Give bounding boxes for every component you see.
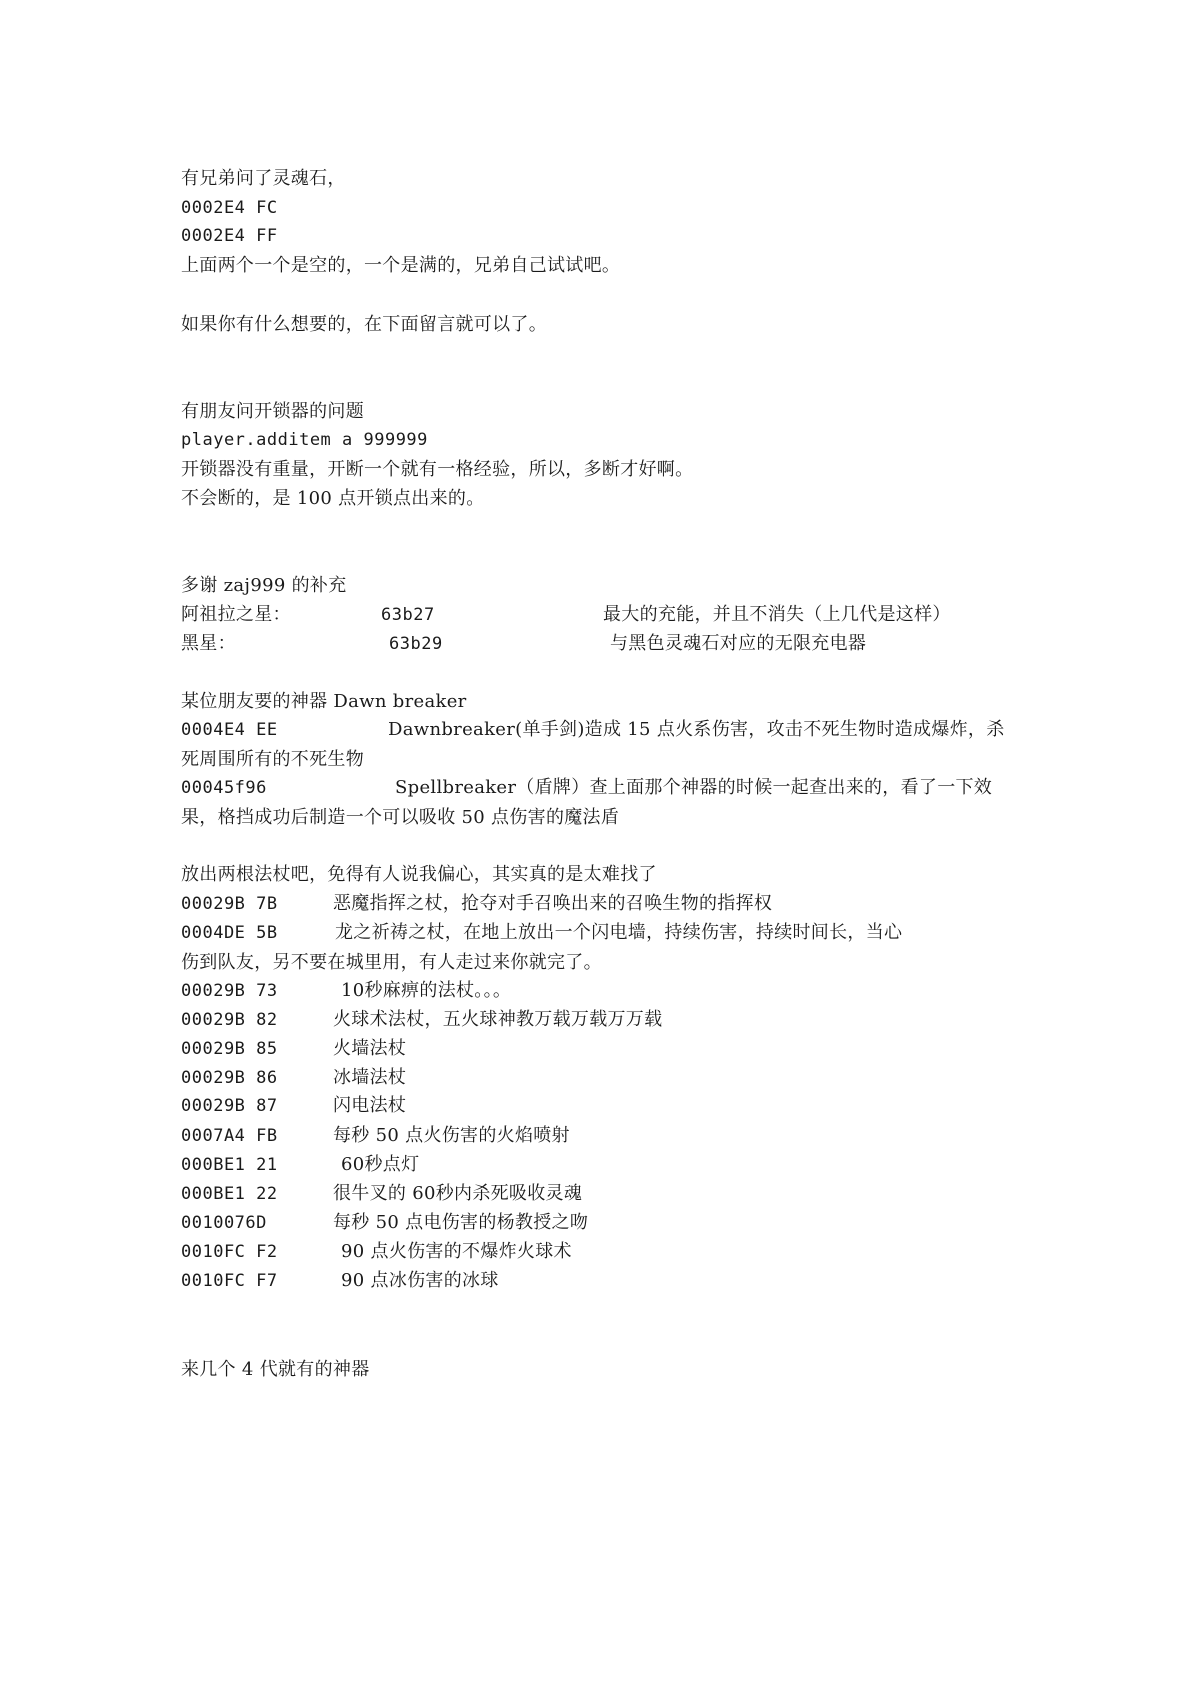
item-code: 000BE1 21	[181, 1155, 278, 1175]
item-desc: Dawnbreaker(单手剑)造成 15 点火系伤害，攻击不死生物时造成爆炸，杀	[388, 719, 1005, 740]
text-line: 死周围所有的不死生物	[181, 749, 364, 770]
text-line: 开锁器没有重量，开断一个就有一格经验，所以，多断才好啊。	[181, 459, 694, 480]
code-line: 0002E4 FC	[181, 198, 278, 218]
item-desc: 冰墙法杖	[333, 1067, 407, 1088]
item-desc: 恶魔指挥之杖，抢夺对手召唤出来的召唤生物的指挥权	[333, 893, 773, 914]
item-code: 0010FC F2	[181, 1242, 278, 1262]
item-desc: 火球术法杖，五火球神教万载万载万万载	[333, 1009, 663, 1030]
code-line: 0002E4 FF	[181, 226, 278, 246]
item-code: 0004E4 EE	[181, 720, 278, 740]
item-desc: 每秒 50 点火伤害的火焰喷射	[333, 1125, 570, 1146]
text-line: 不会断的，是 100 点开锁点出来的。	[181, 488, 485, 509]
item-desc: 10秒麻痹的法杖。。。	[341, 980, 512, 1001]
text-line: 有兄弟问了灵魂石，	[181, 168, 346, 189]
text-line: 多谢 zaj999 的补充	[181, 575, 347, 596]
item-name: 黑星：	[181, 633, 236, 654]
item-desc: 每秒 50 点电伤害的杨教授之吻	[333, 1212, 589, 1233]
item-code: 0010FC F7	[181, 1271, 278, 1291]
item-code: 0010076D	[181, 1213, 267, 1233]
item-code: 00029B 85	[181, 1039, 278, 1059]
item-desc: 90 点冰伤害的冰球	[341, 1270, 499, 1291]
item-code: 0007A4 FB	[181, 1126, 278, 1146]
item-desc: 60秒点灯	[341, 1154, 420, 1175]
item-code: 63b29	[389, 634, 443, 654]
item-desc: 火墙法杖	[333, 1038, 407, 1059]
item-desc: 90 点火伤害的不爆炸火球术	[341, 1241, 572, 1262]
item-code: 000BE1 22	[181, 1184, 278, 1204]
item-code: 00029B 86	[181, 1068, 278, 1088]
item-code: 63b27	[381, 605, 435, 625]
item-code: 00029B 7B	[181, 894, 278, 914]
text-line: 放出两根法杖吧，免得有人说我偏心，其实真的是太难找了	[181, 864, 657, 885]
item-desc: 与黑色灵魂石对应的无限充电器	[610, 633, 867, 654]
item-desc: 伤到队友，另不要在城里用，有人走过来你就完了。	[181, 952, 602, 973]
text-line: 来几个 4 代就有的神器	[181, 1359, 370, 1380]
text-line: 如果你有什么想要的，在下面留言就可以了。	[181, 314, 547, 335]
item-desc: 闪电法杖	[333, 1095, 407, 1116]
item-desc: 龙之祈祷之杖，在地上放出一个闪电墙，持续伤害，持续时间长，当心	[335, 922, 903, 943]
item-desc: 最大的充能，并且不消失（上几代是这样）	[603, 604, 951, 625]
text-line: 有朋友问开锁器的问题	[181, 401, 364, 422]
item-code: 00029B 87	[181, 1096, 278, 1116]
item-desc: 很牛叉的 60秒内杀死吸收灵魂	[333, 1183, 583, 1204]
item-code: 00029B 73	[181, 981, 278, 1001]
console-command: player.additem a 999999	[181, 430, 428, 450]
item-name: 阿祖拉之星：	[181, 604, 291, 625]
item-code: 00029B 82	[181, 1010, 278, 1030]
text-line: 果，格挡成功后制造一个可以吸收 50 点伤害的魔法盾	[181, 807, 620, 828]
text-line: 上面两个一个是空的，一个是满的，兄弟自己试试吧。	[181, 255, 621, 276]
item-code: 00045f96	[181, 778, 267, 798]
text-line: 某位朋友要的神器 Dawn breaker	[181, 691, 467, 712]
item-desc: Spellbreaker（盾牌）查上面那个神器的时候一起查出来的，看了一下效	[395, 777, 993, 798]
item-code: 0004DE 5B	[181, 923, 278, 943]
